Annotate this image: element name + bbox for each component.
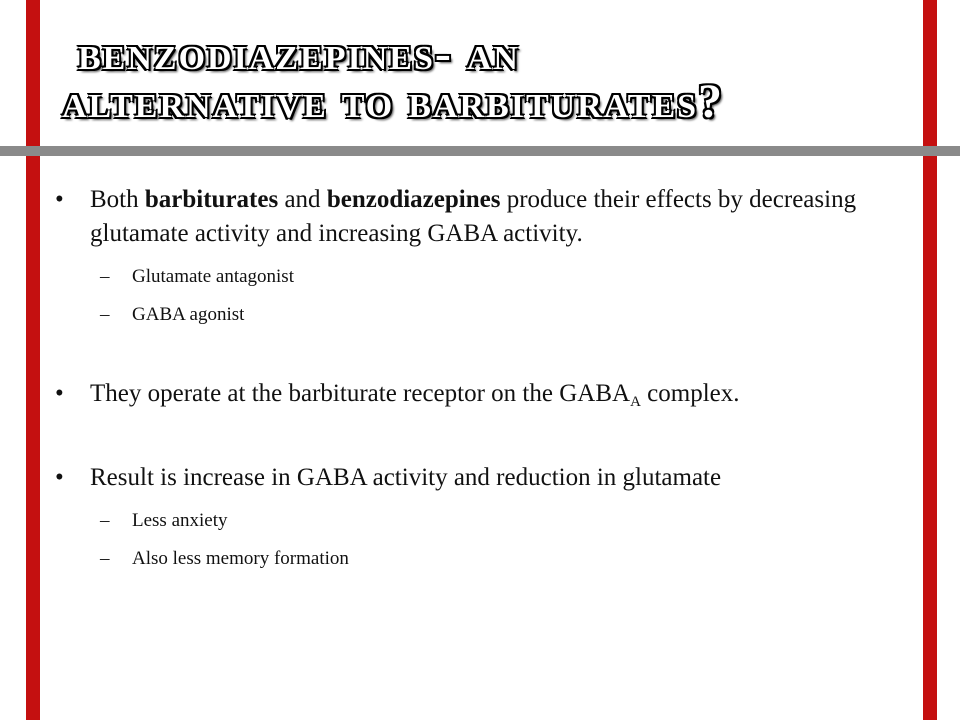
- bullet-result: [55, 461, 915, 495]
- sub-bullet-marker: –: [100, 510, 110, 531]
- bullet-text: Result is increase in GABA activity and reduction in glutamate: [90, 464, 722, 491]
- left-red-border: [26, 0, 40, 720]
- title-line-1: benzodiazepines- an: [78, 27, 520, 80]
- slide-body: [55, 183, 915, 571]
- sub-bullet-text: Less anxiety: [132, 510, 228, 531]
- right-red-border: [923, 0, 937, 720]
- sub-bullet-marker: –: [100, 548, 110, 569]
- bullet-text: They operate at the barbiturate receptor on the GABA: [90, 380, 631, 407]
- bold-term-benzodiazepines: benzodiazepines: [326, 186, 501, 213]
- sub-bullet-text: GABA agonist: [132, 304, 245, 325]
- sub-bullet-marker: –: [100, 304, 110, 325]
- bullet-marker: •: [55, 464, 64, 491]
- subscript-a: A: [630, 394, 641, 410]
- bullet-text: and: [278, 186, 327, 213]
- bullet-mechanism: [55, 183, 915, 251]
- bullet-marker: •: [55, 186, 64, 213]
- bold-term-barbiturates: barbiturates: [144, 186, 279, 213]
- slide-title: [62, 27, 912, 128]
- bullet-receptor: [55, 377, 915, 411]
- title-divider: [0, 146, 960, 156]
- bullet-text: produce their effects by decreasing glutamate activity and increasing GABA activity.: [90, 186, 857, 247]
- bullet-text: complex.: [640, 380, 740, 407]
- sub-bullet-marker: –: [100, 266, 110, 287]
- sub-bullet-memory: [55, 547, 915, 571]
- sub-bullet-text: Also less memory formation: [132, 548, 349, 569]
- title-line-2: alternative to barbiturates?: [62, 75, 725, 128]
- sub-bullet-gaba: [55, 303, 915, 327]
- bullet-text: Both: [90, 186, 145, 213]
- sub-bullet-text: Glutamate antagonist: [132, 266, 294, 287]
- sub-bullet-glutamate: [55, 265, 915, 289]
- bullet-marker: •: [55, 380, 64, 407]
- sub-bullet-anxiety: [55, 509, 915, 533]
